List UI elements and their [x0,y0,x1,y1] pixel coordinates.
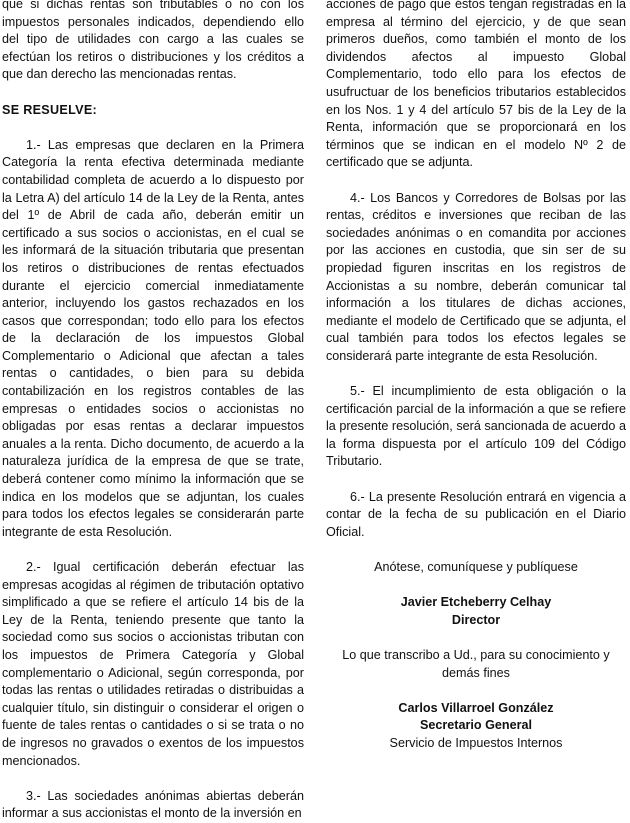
signer-2-name: Carlos Villarroel González [398,700,554,715]
article-3-continuation: acciones de pago que éstos tengan registradas en la empresa al término del ejercicio, y de que sean primeros dueños, como también el monto de los dividendos afectos al impuesto Global Complementario, todo ello para los efectos de usufructuar de los beneficios tributarios establecidos en los Nos. 1 y 4 del artículo 57 bis de la Ley de la Renta, información que se proporcionará en los términos que se indican en el modelo Nº 2 de certificado que se adjunta. [326,0,626,170]
signer-2-organization: Servicio de Impuestos Internos [389,735,563,750]
intro-paragraph: que si dichas rentas son tributables o no con los impuestos personales indicados, dependiendo ello del tipo de utilidades con cargo a las cuales se efectúan los retiros o distribuciones y los créditos a que dan derecho las mencionadas rentas. [2,0,304,82]
article-6-paragraph: 6.- La presente Resolución entrará en vigencia a contar de la fecha de su publicación en el Diario Oficial. [326,489,626,539]
left-column [2,0,304,823]
article-1-paragraph: 1.- Las empresas que declaren en la Primera Categoría la renta efectiva determinada mediante contabilidad completa de acuerdo a lo dispuesto por la Letra A) del artículo 14 de la Ley de la Renta, antes del 1º de Abril de cada año, deberán emitir un certificado a sus socios o accionistas, en el cual se les informará de la situación tributaria que presentan los retiros o distribuciones de rentas efectuados durante el ejercicio comercial inmediatamente anterior, incluyendo los gastos rechazados en los casos que correspondan; todo ello para los efectos de la declaración de los impuestos Global Complementario o Adicional que afectan a tales rentas o cantidades, o bien para su debida contabilización en los registros contables de las empresas o entidades socios o accionistas no obligadas por esas rentas a declarar impuestos anuales a la renta. Dicho documento, de acuerdo a la naturaleza jurídica de la empresa de que se trate, deberá contener como mínimo la información que se indica en los modelos que se adjuntan, los cuales para todos los efectos legales se considerarán parte integrante de esta Resolución. [2,137,304,539]
right-column [326,0,626,753]
article-4-paragraph: 4.- Los Bancos y Corredores de Bolsas por las rentas, créditos e inversiones que reciban de las sociedades anónimas o en comandita por acciones por las acciones en custodia, que sin ser de su propiedad figuren inscritas en los registros de Accionistas a su nombre, deberán comunicar tal información a los titulares de dichas acciones, mediante el modelo de Certificado que se adjunta, el cual también para todos los efectos legales se considerará parte integrante de esta Resolución. [326,190,626,363]
signer-1-title: Director [451,612,501,627]
closing-formula: Anótese, comuníquese y publíquese [374,560,578,574]
signature-block [326,559,626,753]
article-3-paragraph: 3.- Las sociedades anónimas abiertas deberán informar a sus accionistas el monto de la inversión en [2,788,304,821]
signer-2-title: Secretario General [419,718,532,733]
article-5-paragraph: 5.- El incumplimiento de esta obligación o la certificación parcial de la información a que se refiere la presente resolución, será sancionada de acuerdo a la forma dispuesta por el artículo 109 del Código Tributario. [326,384,626,469]
transcription-note: Lo que transcribo a Ud., para su conocimiento y demás fines [342,647,610,680]
signer-1-name: Javier Etcheberry Celhay [400,595,552,610]
article-2-paragraph: 2.- Igual certificación deberán efectuar las empresas acogidas al régimen de tributación optativo simplificado a que se refiere el artículo 14 bis de la Ley de la Renta, teniendo presente que tanto la sociedad como sus socios o accionistas tributan con los impuestos de Primera Categoría y Global complementario o Adicional, según corresponda, por todas las rentas o utilidades retiradas o distribuidas a cualquier título, sin distinguir o considerar el origen o fuente de tales rentas o cantidades o si se trata o no de ingresos no gravados o exentos de los impuestos mencionados. [2,560,304,768]
resolution-heading: SE RESUELVE: [2,102,98,117]
